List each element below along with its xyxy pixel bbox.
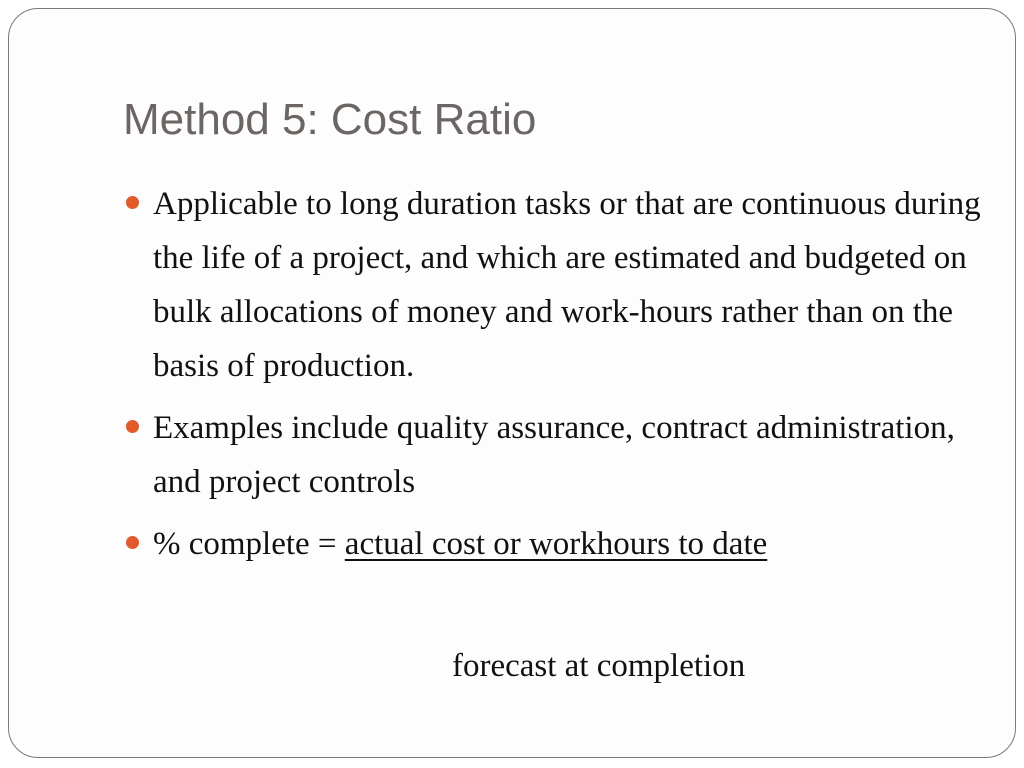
slide-title: Method 5: Cost Ratio [123,95,537,144]
bullet-list [153,177,983,579]
formula-bullet [153,517,983,571]
formula-numerator: actual cost or workhours to date [344,526,768,562]
formula-lhs: % complete = [153,526,345,562]
bullet-dot-icon [126,196,139,209]
bullet-dot-icon [126,536,139,549]
bullet-text: Applicable to long duration tasks or that are continuous during the life of a project, and which are estimated and budgeted on bulk allocations of money and work-hours rather than on the basis of production. [153,186,981,384]
bullet-item [153,401,983,509]
bullet-text: Examples include quality assurance, contract administration, and project controls [153,410,955,500]
formula-denominator: forecast at completion [452,648,746,684]
bullet-item [153,177,983,393]
bullet-dot-icon [126,420,139,433]
slide-frame [8,8,1016,758]
